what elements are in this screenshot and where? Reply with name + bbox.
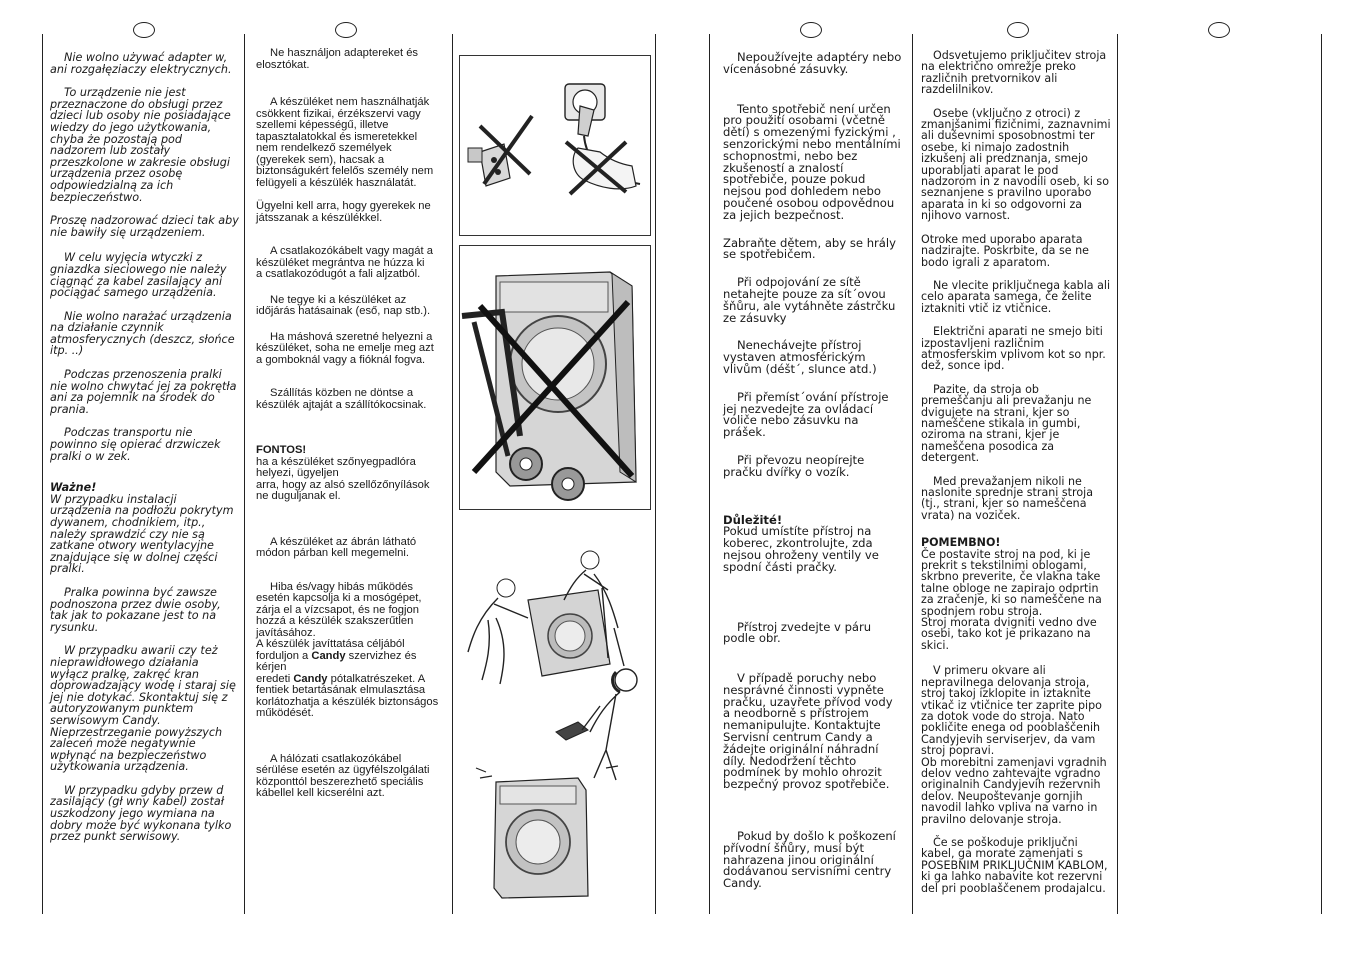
slovenian-important-title: POMEMBNO!	[921, 536, 1001, 550]
polish-paragraph: Nie wolno narażać urządzenia na działanie czynnik atmosferycznych (deszcz, słońce itp. ..)	[50, 309, 235, 358]
polish-paragraph: Proszę nadzorować dzieci tak aby nie bawiły się urządzeniem.	[50, 214, 239, 239]
column-divider	[42, 34, 43, 914]
hungarian-brand: Candy	[311, 649, 346, 662]
hungarian-paragraph: Ha máshová szeretné helyezni a készüléket, soha ne emelje meg azt a gomboknál vagy a fióknál fogva.	[256, 330, 434, 366]
language-badge-extra	[1208, 22, 1230, 38]
slovenian-paragraph: Otroke med uporabo aparata nadzirajte. Poskrbite, da se ne bodo igrali z aparatom.	[921, 232, 1089, 269]
slovenian-paragraph: Električni aparati ne smejo biti izpostavljeni različnim atmosferskim vplivom kot so npr. dež, sonce ipd.	[921, 325, 1106, 373]
czech-paragraph: Pokud by došlo k poškození přívodní šňůry, musí být nahrazena jinou originální dodávanou servisními centry Candy.	[723, 829, 896, 891]
figure-service-call	[466, 660, 652, 900]
czech-paragraph: Přístroj zvedejte v páru podle obr.	[723, 619, 872, 646]
hungarian-service-text: szervizhez és kérjen eredeti	[256, 649, 417, 685]
slovenian-paragraph: Osebe (vključno z otroci) z zmanjšanimi fizičnimi, zaznavnimi ali duševnimi sposobnostmi ter osebe, ki nimajo zadostnih izkušenj ali predznanja, smejo uporabljati aparat le pod nadzorom in z navodili oseb, ki so seznanjene s pravilno uporabo aparata in ki so odgovorni za njihovo varnost.	[921, 106, 1111, 223]
slovenian-paragraph: Če se poškoduje priključni kabel, ga morate zamenjati s POSEBNIM PRIKLJUČNIM KABLOM, ki ga lahko nabavite kot rezervni del pri pooblaščenem prodajalcu.	[921, 835, 1108, 895]
hungarian-paragraph: Ne tegye ki a készüléket az időjárás hatásainak (eső, nap stb.).	[256, 293, 431, 317]
czech-paragraph: Při přemíst´ování přístroje jej nezvedejte za ovládací voliče nebo zásuvku na prášek.	[723, 389, 889, 440]
czech-paragraph: V případě poruchy nebo nesprávné činnosti vypněte pračku, uzavřete přívod vody a neodborně s přístrojem nemanipulujte. Kontaktujte Servisní centrum Candy a žádejte originální náhradní díly. Nedodržení těchto podmínek by mohlo ohrozit bezpečný provoz spotřebiče.	[723, 671, 893, 792]
slovenian-paragraph: V primeru okvare ali nepravilnega delovanja stroja, stroj takoj izklopite in iztaknite vtikač iz vtičnice ter zaprite pipo za dotok vode do stroja. Nato pokličite enega od pooblaščenih Candyjevih serviserjev, da vam stroj popravi. Ob morebitni zamenjavi vgradnih delov vedno zahtevajte vgradno originalnih Candyjevih rezervnih delov. Neupoštevanje gornjih navodil lahko vpliva na varno in pravilno delovanje stroja.	[921, 664, 1107, 826]
column-divider	[244, 34, 245, 914]
column-divider	[1321, 34, 1322, 914]
hungarian-paragraph: A készüléket az ábrán látható módon párban kell megemelni.	[256, 535, 417, 559]
column-divider	[655, 34, 656, 914]
hungarian-important	[256, 445, 440, 457]
polish-paragraph: Nie wolno używać adapter w, ani rozgałęziaczy elektrycznych.	[50, 51, 232, 76]
hungarian-service-text: Hiba és/vagy hibás működés esetén kapcsolja ki a mosógépet, zárja el a vízcsapot, és ne fogjon hozzá a készülék szakszerűtlen javításához. A készülék javíttatása céljából forduljon a	[256, 580, 422, 662]
hungarian-service-text: pótalkatrészeket. A fentiek betartásának elmulasztása korlátozhatja a készülék biztonságos működését.	[256, 672, 439, 719]
hungarian-column	[256, 48, 440, 812]
figure-no-hand-truck	[459, 245, 651, 510]
hungarian-paragraph: A hálózati csatlakozókábel sérülése esetén az ügyfélszolgálati központtól beszerezhető speciális kábellel kell kicserélni azt.	[256, 752, 430, 799]
slovenian-paragraph: Pazite, da stroja ob premeščanju ali prevažanju ne dvigujete na strani, kjer so nameščene stikala in gumbi, oziroma na strani, kjer je nameščena posodica za detergent.	[921, 382, 1092, 465]
polish-paragraph: Pralka powinna być zawsze podnoszona przez dwie osoby, tak jak to pokazane jest to na rysunku.	[50, 585, 221, 634]
slovenian-paragraph: Med prevažanjem nikoli ne naslonite sprednje strani stroja (tj., strani, kjer so nameščena vrata) na voziček.	[921, 474, 1094, 522]
hungarian-paragraph: Szállítás közben ne döntse a készülék ajtaját a szállítókocsinak.	[256, 387, 427, 411]
czech-paragraph: Zabraňte dětem, aby se hrály se spotřebičem.	[723, 235, 896, 262]
polish-paragraph: W celu wyjęcia wtyczki z gniazdka sieciowego nie należy ciągnąć za kabel zasilający ani pociągać samego urządzenia.	[50, 251, 227, 300]
polish-column	[50, 52, 240, 855]
polish-important-text: W przypadku instalacji urządzenia na podłożu pokrytym dywanem, chodnikiem, itp., należy sprawdzić czy nie są zatkane otwory wentylacyjne znajdujące się w dolnej części pralki.	[50, 492, 234, 576]
slovenian-important	[921, 537, 1113, 548]
polish-paragraph: Podczas transportu nie powinno się opierać drzwiczek pralki o w zek.	[50, 426, 221, 463]
slovenian-important-text: Če postavite stroj na pod, ki je prekrit s tekstilnimi oblogami, skrbno preverite, če vlakna take talne obloge ne zapirajo odprtin za zračenje, ki so nameščene na spodnjem robu stroja. Stroj morata dvigniti vedno dve osebi, tako kot je prikazano na skici.	[921, 547, 1102, 652]
czech-important-text: Pokud umístíte přístroj na koberec, zkontrolujte, zda nejsou ohroženy ventily ve spodní části pračky.	[723, 524, 879, 574]
czech-column	[723, 52, 903, 902]
slovenian-paragraph: Odsvetujemo priključitev stroja na električno omrežje preko različnih pretvornikov ali razdelilnikov.	[921, 49, 1107, 97]
polish-important-title: Ważne!	[50, 481, 97, 495]
column-divider	[1117, 34, 1118, 914]
czech-paragraph: Nenechávejte přístroj vystaven atmosférickým vlivům (déšt´, slunce atd.)	[723, 338, 877, 376]
hungarian-paragraph: A készüléket nem használhatják csökkent fizikai, érzékszervi vagy szellemi képességű, illetve tapasztalatokkal és ismeretekkel nem rendelkező személyek (gyerekek sem), hacsak a biztonságukért felelős személy nem felügyeli a készülék használatát.	[256, 96, 434, 189]
czech-paragraph: Tento spotřebič není určen pro použití osobami (včetně dětí) s omezenými fyzickými , senzorickými nebo mentálními schopnostmi, nebo bez zkušeností a znalostí spotřebiče, pouze pokud nejsou pod dohledem nebo poučené osobou odpovědnou za jejich bezpečnost.	[723, 101, 901, 222]
hungarian-paragraph: Ne használjon adaptereket és elosztókat.	[256, 47, 419, 71]
figure-no-adapters	[459, 55, 651, 236]
language-badge-hungarian	[335, 22, 357, 38]
language-badge-polish	[133, 22, 155, 38]
polish-paragraph: W przypadku awarii czy też nieprawidłowego działania wyłącz pralkę, zakręć kran doprowadzający wodę i staraj się jej nie dotykać. Skontaktuj się z autoryzowanym punktem serwisowym Candy. Nieprzestrzeganie powyższych zaleceń może negatywnie wpłynąć na bezpieczeństwo użytkowania urządzenia.	[50, 644, 236, 774]
slovenian-paragraph: Ne vlecite priključnega kabla ali celo aparata samega, če želite iztakniti vtič iz vtičnice.	[921, 278, 1111, 315]
polish-paragraph: W przypadku gdyby przew d zasilający (gł wny kabel) został uszkodzony jego wymiana na dobry może być wykonana tylko przez punkt serwisowy.	[50, 783, 232, 844]
hungarian-important-text: ha a készüléket szőnyegpadlóra helyezi, ügyeljen arra, hogy az alsó szellőzőnyílások ne duguljanak el.	[256, 455, 430, 502]
slovenian-column	[921, 50, 1113, 906]
czech-paragraph: Při převozu neopírejte pračku dvířky o vozík.	[723, 452, 865, 479]
hungarian-paragraph: A csatlakozókábelt vagy magát a készüléket megrántva ne húzza ki a csatlakozódugót a fali aljzatból.	[256, 245, 433, 280]
hungarian-paragraph: Ügyelni kell arra, hogy gyerekek ne játsszanak a készülékkel.	[256, 200, 431, 224]
column-divider	[452, 34, 453, 914]
column-divider	[912, 34, 913, 914]
polish-paragraph: To urządzenie nie jest przeznaczone do obsługi przez dzieci lub osoby nie posiadające wiedzy do jego użytkowania, chyba że pozostają pod nadzorem lub zostały przeszkolone w zakresie obsługi urządzenia przez osobę odpowiedzialną za ich bezpieczeństwo.	[50, 86, 231, 204]
column-divider	[709, 34, 710, 914]
czech-paragraph: Nepoužívejte adaptéry nebo vícenásobné zásuvky.	[723, 50, 902, 76]
hungarian-paragraph-service	[256, 582, 440, 720]
polish-paragraph: Podczas przenoszenia pralki nie wolno chwytać jej za pokrętła ani za pojemnik na środek do prania.	[50, 368, 237, 416]
czech-paragraph: Při odpojování ze sítě netahejte pouze za sít´ovou šňůru, ale vytáhněte zástrčku ze zásuvky	[723, 275, 896, 325]
czech-important-title: Důležité!	[723, 512, 783, 527]
hungarian-important-title: FONTOS!	[256, 444, 307, 456]
language-badge-czech	[800, 22, 822, 38]
language-badge-slovenian	[1007, 22, 1029, 38]
hungarian-brand: Candy	[293, 672, 328, 685]
